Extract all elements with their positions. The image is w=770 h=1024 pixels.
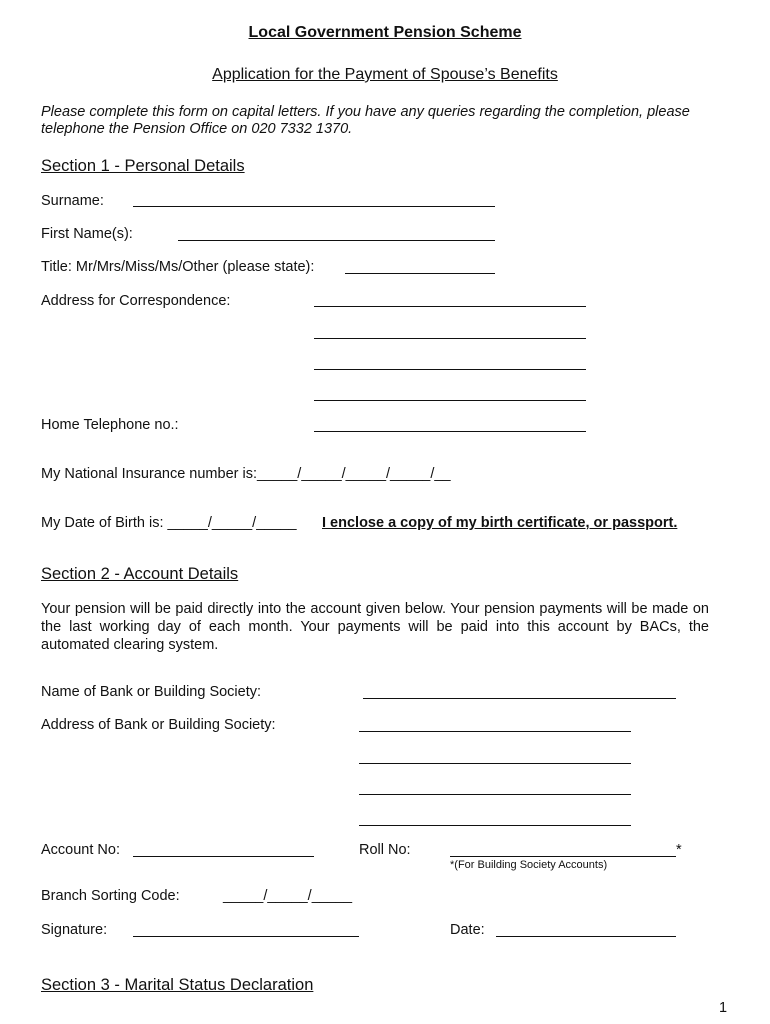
address-line-4-field[interactable] [314,400,586,401]
first-names-label: First Name(s): [41,226,133,242]
sorting-code-field[interactable]: _____/_____/_____ [223,888,353,904]
first-names-field[interactable] [178,240,495,241]
home-phone-label: Home Telephone no.: [41,417,179,433]
signature-label: Signature: [41,922,108,938]
account-paragraph: Your pension will be paid directly into the account given below. Your pension payments will be made on the last working day of each month. Your payments will be paid into this account by BACs, the automated clearing system. [41,601,709,653]
date-field[interactable] [496,936,676,937]
address-line-2-field[interactable] [314,338,586,339]
dob-note: I enclose a copy of my birth certificate, or passport. [322,515,678,531]
address-line-1-field[interactable] [314,306,586,307]
address-label: Address for Correspondence: [41,293,231,309]
roll-no-asterisk: * [676,842,682,858]
account-no-field[interactable] [133,856,314,857]
roll-no-field[interactable] [450,856,676,857]
bank-name-label: Name of Bank or Building Society: [41,684,262,700]
surname-field[interactable] [133,206,495,207]
surname-label: Surname: [41,193,104,209]
home-phone-field[interactable] [314,431,586,432]
intro-text: Please complete this form on capital letters. If you have any queries regarding the completion, please telephone the Pension Office on 020 7332 1370. [41,104,690,137]
signature-field[interactable] [133,936,359,937]
title-field[interactable] [345,273,495,274]
bank-address-line-3-field[interactable] [359,794,631,795]
bank-address-line-4-field[interactable] [359,825,631,826]
page-number: 1 [719,1000,728,1016]
section1-heading: Section 1 - Personal Details [41,157,245,175]
section2-heading: Section 2 - Account Details [41,565,239,583]
roll-no-note: *(For Building Society Accounts) [450,859,608,871]
title-label: Title: Mr/Mrs/Miss/Ms/Other (please state): [41,259,315,275]
bank-address-line-2-field[interactable] [359,763,631,764]
bank-address-line-1-field[interactable] [359,731,631,732]
bank-name-field[interactable] [363,698,676,699]
form-subtitle: Application for the Payment of Spouse’s Benefits [212,66,558,83]
section3-heading: Section 3 - Marital Status Declaration [41,976,314,994]
date-label: Date: [450,922,485,938]
sorting-code-label: Branch Sorting Code: [41,888,180,904]
account-no-label: Account No: [41,842,120,858]
ni-number-field[interactable]: My National Insurance number is:_____/_____/_____/_____/__ [41,466,451,482]
address-line-3-field[interactable] [314,369,586,370]
dob-field[interactable]: My Date of Birth is: _____/_____/_____ [41,515,297,531]
roll-no-label: Roll No: [359,842,411,858]
bank-address-label: Address of Bank or Building Society: [41,717,276,733]
form-title: Local Government Pension Scheme [248,24,522,41]
